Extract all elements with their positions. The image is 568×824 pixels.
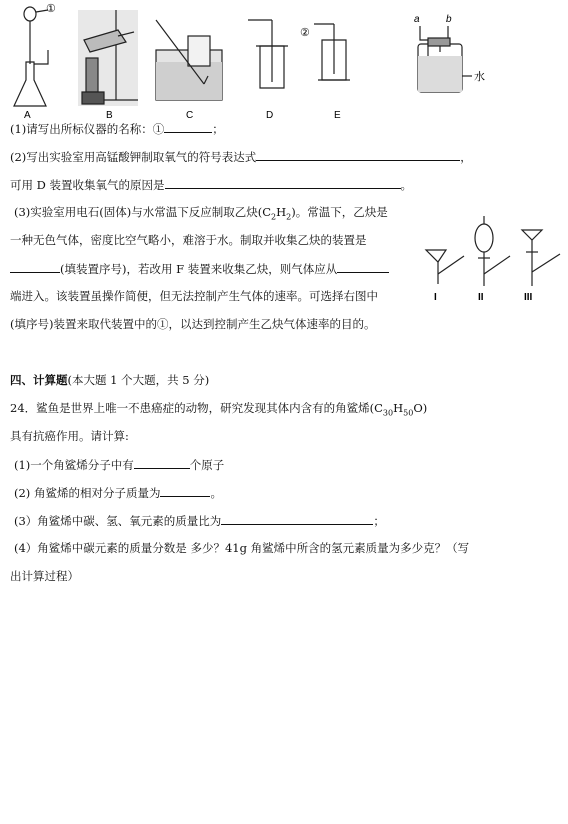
question-24-part-2: (2) 角鲨烯的相对分子质量为 。 (14, 486, 222, 500)
label-b-port: b (446, 14, 452, 25)
answer-blank[interactable] (256, 148, 460, 161)
apparatus-figure-a-to-e (8, 0, 358, 120)
question-1: (1)请写出所标仪器的名称：① ； (10, 122, 224, 136)
question-24-part-1: (1)一个角鲨烯分子中有 个原子 (14, 458, 225, 472)
question-24-line-2: 具有抗癌作用。请计算: (10, 429, 129, 443)
label-circle-2: ② (300, 27, 310, 39)
label-c: C (186, 110, 194, 120)
section-4-heading: 四、计算题(本大题 1 个大题，共 5 分) (10, 373, 210, 387)
label-a: A (24, 110, 31, 120)
question-3-line-3: (填装置序号)，若改用 F 装置来收集乙炔，则气体应从 (10, 260, 389, 277)
label-e: E (334, 110, 341, 120)
label-ii: II (478, 292, 484, 303)
question-24-line-1: 24．鲨鱼是世界上唯一不患癌症的动物，研究发现其体内含有的角鲨烯$(C_{30}H_{50}O)$ (10, 401, 428, 418)
question-24-part-4-cont: 出计算过程） (10, 569, 79, 583)
answer-blank[interactable] (221, 512, 373, 525)
apparatus-e (314, 24, 350, 80)
apparatus-b (78, 10, 138, 106)
question-3-line-5: (填序号)装置来取代装置中的①，以达到控制产生乙炔气体速率的目的。 (10, 317, 376, 331)
answer-blank[interactable] (160, 484, 210, 497)
question-3-line-4: 端进入。该装置虽操作简便，但无法控制产生气体的速率。可选择右图中 (10, 289, 378, 303)
label-circle-1: ① (46, 3, 56, 15)
apparatus-f-figure (408, 10, 498, 100)
label-i: I (434, 292, 437, 303)
label-iii: III (524, 292, 533, 303)
question-3-line-2: 一种无色气体，密度比空气略小，难溶于水。制取并收集乙炔的装置是 (10, 233, 367, 247)
answer-blank[interactable] (10, 260, 60, 273)
apparatus-a (14, 7, 48, 106)
question-24-part-4: (4）角鲨烯中碳元素的质量分数是 多少？41g 角鲨烯中所含的氢元素质量为多少克？（写 (14, 541, 470, 555)
apparatus-d (248, 20, 288, 88)
apparatus-c (156, 20, 222, 100)
question-3-line-1: (3)实验室用电石(固体)与水常温下反应制取乙炔$(C_2H_2)$。常温下，乙炔是 (14, 205, 388, 222)
answer-blank[interactable] (134, 456, 190, 469)
apparatus-i-ii-iii-figure (418, 212, 566, 304)
answer-blank[interactable] (337, 260, 389, 273)
label-b: B (106, 110, 113, 120)
answer-blank[interactable] (164, 120, 212, 133)
answer-blank[interactable] (165, 176, 401, 189)
question-2-line-2: 可用 D 装置收集氧气的原因是 。 (10, 178, 413, 192)
label-water: 水 (474, 71, 485, 83)
label-a-port: a (414, 14, 420, 25)
question-24-part-3: (3）角鲨烯中碳、氢、氧元素的质量比为 ； (14, 514, 385, 528)
question-2-line-1: (2)写出实验室用高锰酸钾制取氧气的符号表达式 ， (10, 150, 472, 164)
label-d: D (266, 110, 274, 120)
